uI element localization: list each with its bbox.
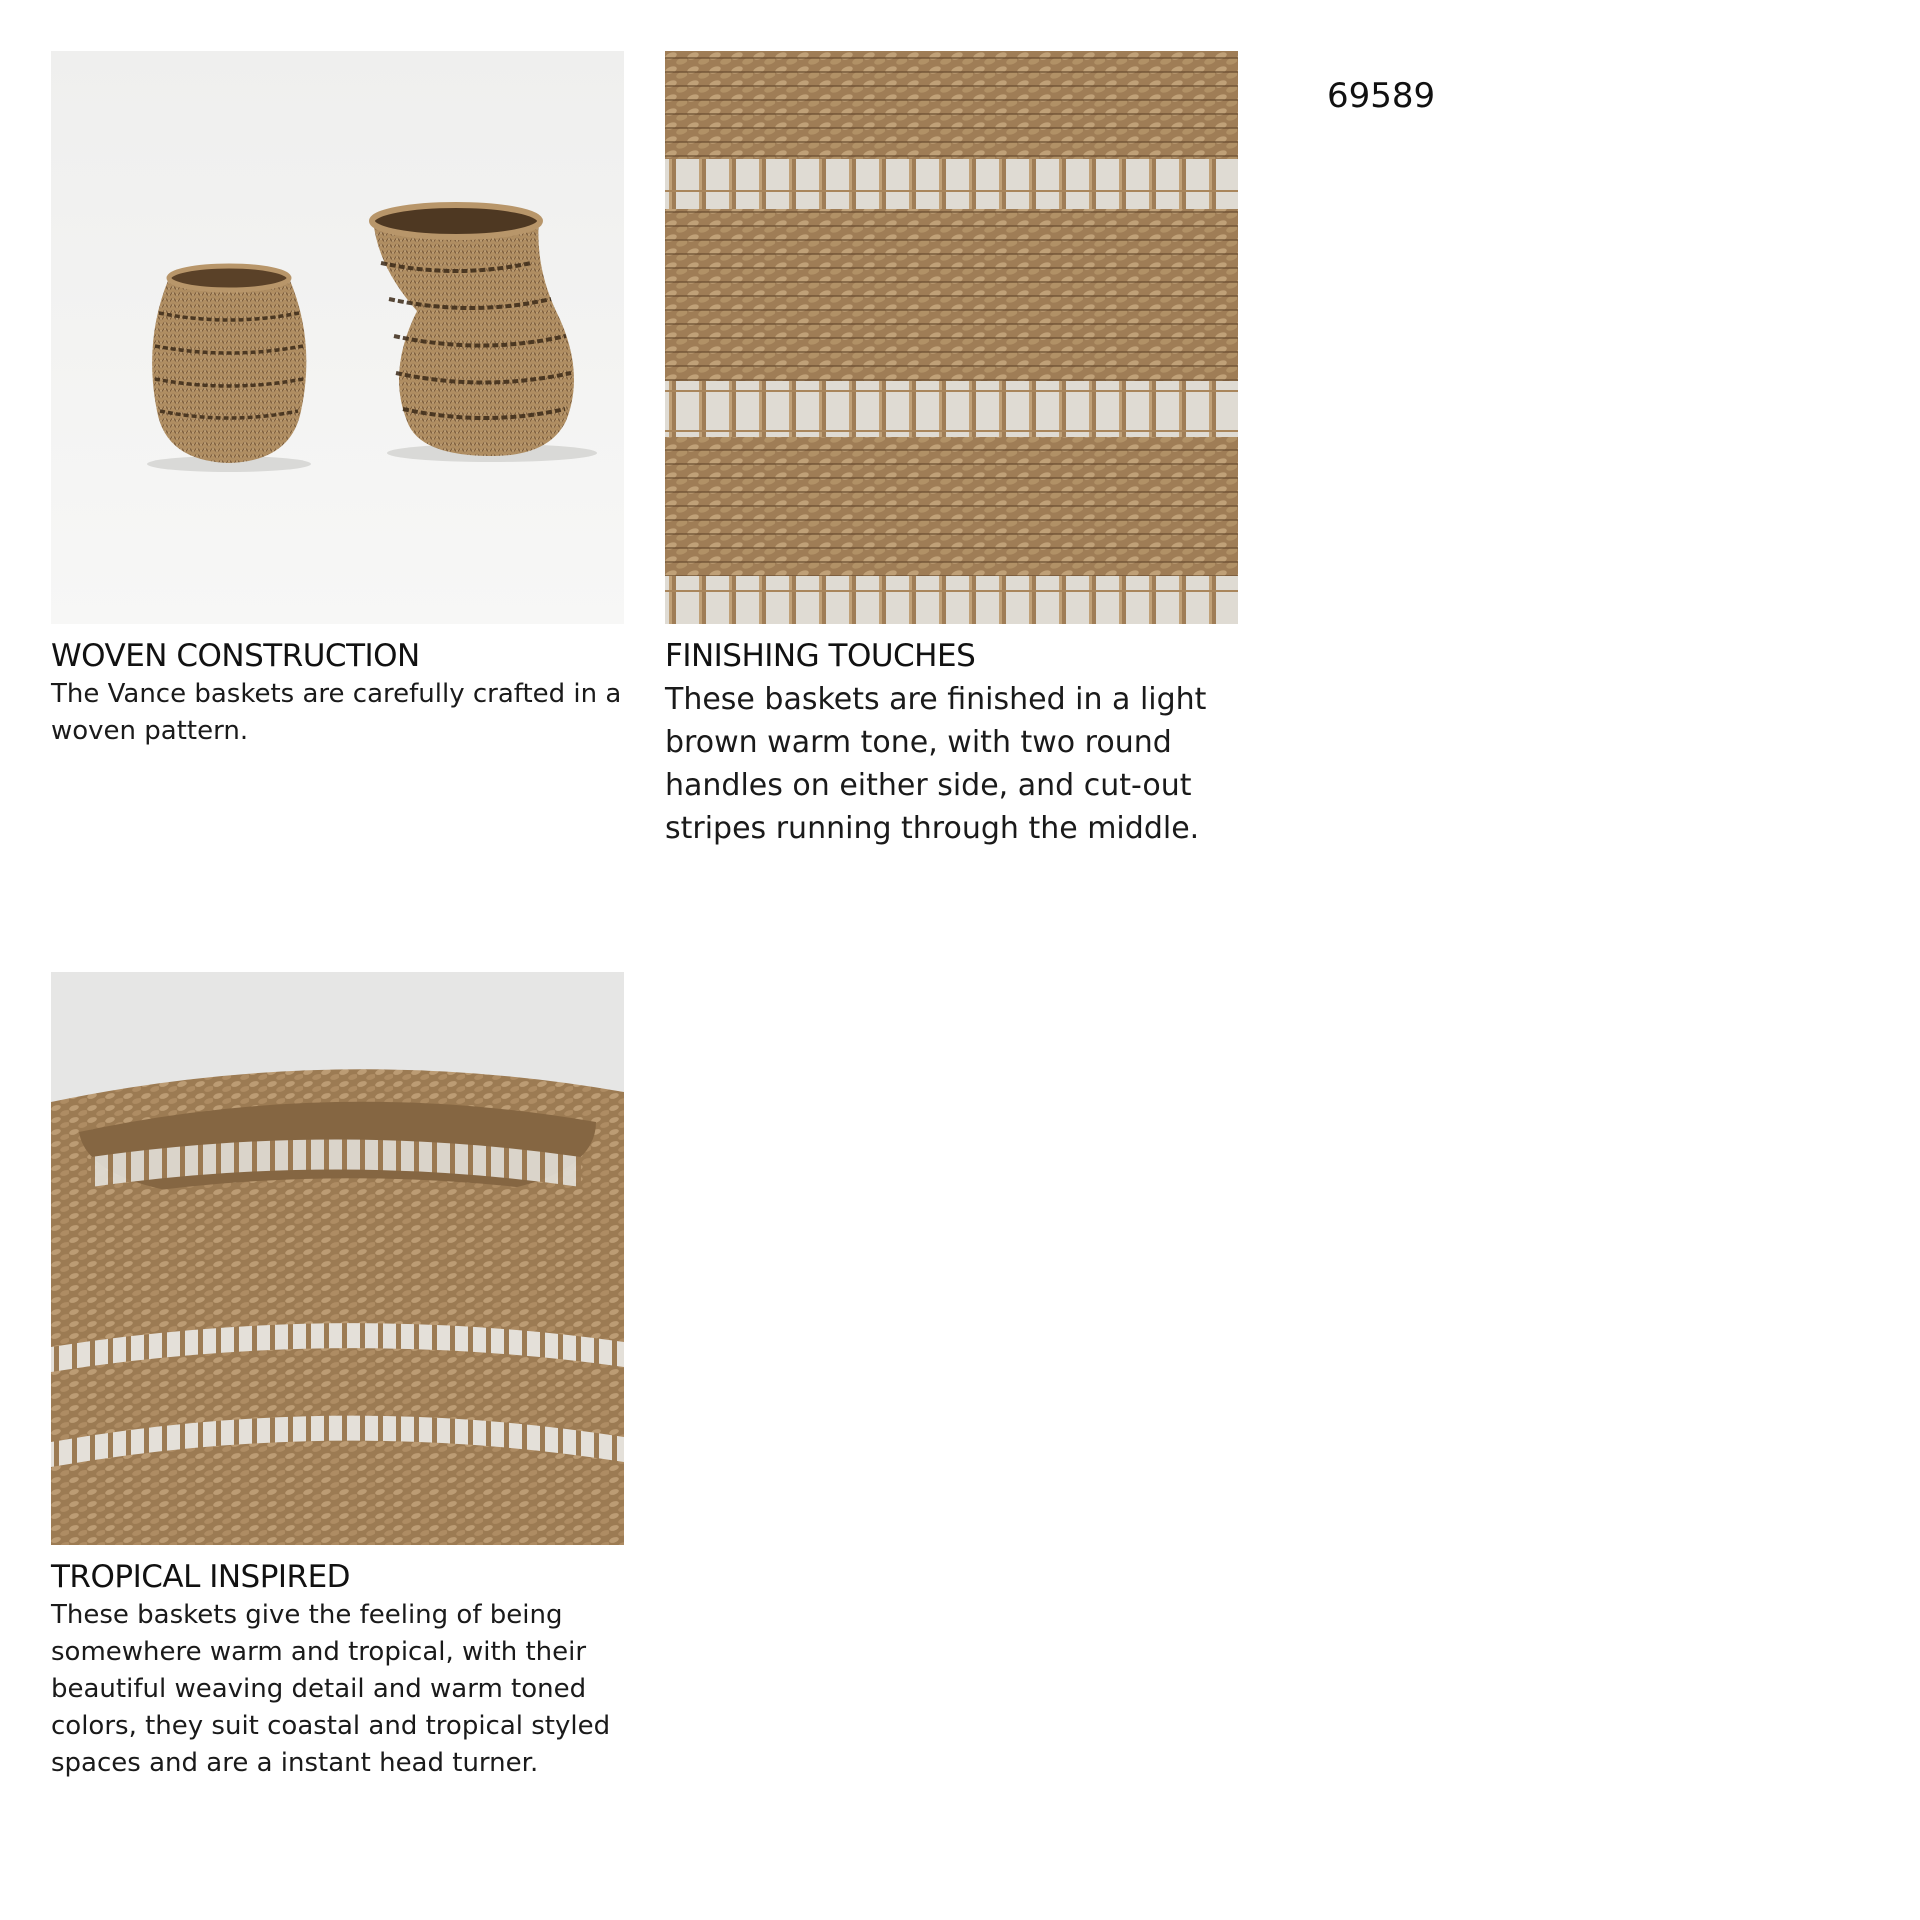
card-description: These baskets are finished in a light brown warm tone, with two round handles on either side, and cut-out stripes running through the middle. xyxy=(665,682,1207,846)
feature-card-tropical-inspired xyxy=(51,972,624,1782)
feature-card-finishing-touches xyxy=(665,51,1238,850)
weave-closeup-photo xyxy=(665,51,1238,624)
card-title: FINISHING TOUCHES xyxy=(665,638,976,674)
two-baskets-photo xyxy=(51,51,624,624)
basket-rim-photo xyxy=(51,972,624,1545)
feature-card-woven-construction xyxy=(51,51,624,750)
sku-number: 69589 xyxy=(1327,76,1436,116)
card-title: WOVEN CONSTRUCTION xyxy=(51,638,420,674)
card-description: The Vance baskets are carefully crafted in a woven pattern. xyxy=(51,679,622,746)
card-description: These baskets give the feeling of being somewhere warm and tropical, with their beautiful weaving detail and warm toned colors, they suit coastal and tropical styled spaces and are a instant head turner. xyxy=(51,1600,611,1778)
card-title: TROPICAL INSPIRED xyxy=(51,1559,351,1595)
